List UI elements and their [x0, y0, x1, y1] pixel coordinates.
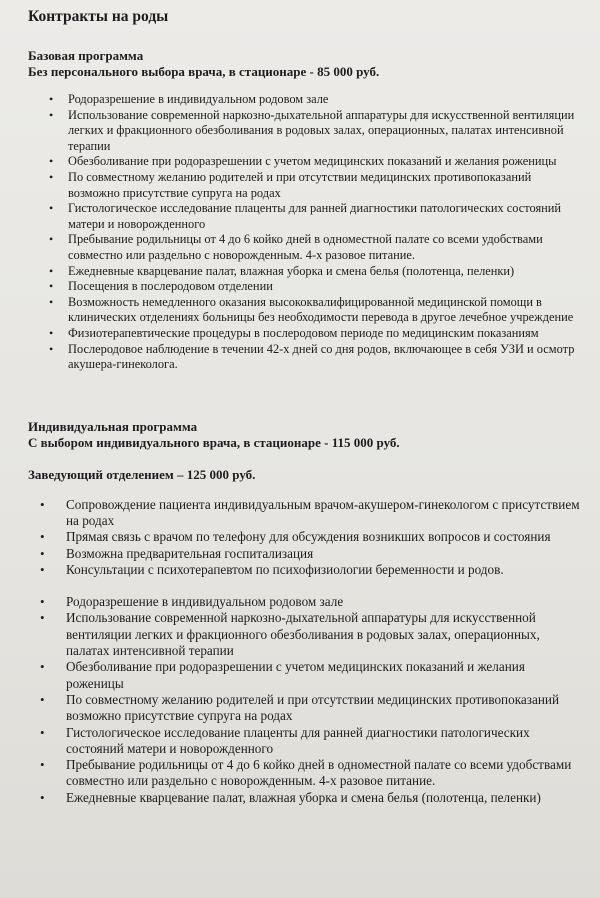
basic-program-section: [28, 48, 582, 373]
document-title: Контракты на роды: [28, 8, 169, 25]
individual-program-price: С выбором индивидуального врача, в стационаре - 115 000 руб.: [28, 434, 400, 450]
list-item: • Гистологическое исследование плаценты для ранней диагностики патологических состояний матери и новорожденного: [49, 201, 562, 231]
bullet-icon: •: [40, 545, 45, 561]
bullet-icon: •: [49, 294, 54, 309]
bullet-icon: •: [49, 201, 54, 216]
list-item: • Возможность немедленного оказания высококвалифицированной медицинской помощи в клинических отделениях больницы без необходимости перевода в другое лечебное учреждение: [49, 294, 574, 325]
list-item: • Пребывание родильницы от 4 до 6 койко дней в одноместной палате со всеми удобствами совместно или раздельно с новорожденным. 4-х разовое питание.: [49, 232, 543, 262]
bullet-icon: •: [40, 757, 45, 773]
list-item: • Физиотерапевтические процедуры в послеродовом периоде по медицинским показаниям: [49, 325, 539, 340]
bullet-icon: •: [40, 529, 45, 545]
bullet-icon: •: [49, 154, 54, 169]
bullet-icon: •: [40, 496, 45, 512]
bullet-icon: •: [40, 561, 45, 577]
list-item: • Использование современной наркозно-дыхательной аппаратуры для искусственной вентиляции легких и фракционного обезболивания в родовых залах, операционных, палатах интенсивной терапии: [40, 610, 540, 659]
individual-extras-list: [28, 497, 582, 578]
head-of-department-price: Заведующий отделением – 125 000 руб.: [28, 466, 256, 482]
basic-program-price: Без персонального выбора врача, в стационаре - 85 000 руб.: [28, 64, 380, 79]
bullet-icon: •: [49, 279, 54, 294]
basic-program-list: [28, 92, 582, 373]
list-item: • Обезболивание при родоразрешении с учетом медицинских показаний и желания роженицы: [49, 154, 557, 169]
bullet-icon: •: [40, 659, 45, 675]
bullet-icon: •: [40, 691, 45, 707]
list-item: • Консультации с психотерапевтом по психофизиологии беременности и родов.: [40, 561, 504, 577]
list-item: • По совместному желанию родителей и при отсутствии медицинских противопоказаний возможно присутствие супруга на родах: [40, 691, 560, 724]
bullet-icon: •: [40, 594, 45, 610]
bullet-icon: •: [49, 169, 54, 184]
individual-included-list: [28, 594, 582, 806]
list-item: • Сопровождение пациента индивидуальным врачом-акушером-гинекологом с присутствием на родах: [40, 496, 580, 528]
bullet-icon: •: [49, 92, 54, 106]
list-item: • По совместному желанию родителей и при отсутствии медицинских противопоказаний возможно присутствие супруга на родах: [49, 169, 532, 200]
bullet-icon: •: [49, 107, 54, 122]
list-item: • Послеродовое наблюдение в течении 42-х дней со дня родов, включающее в себя УЗИ и осмотр акушера-гинеколога.: [49, 341, 575, 372]
list-item: • Обезболивание при родоразрешении с учетом медицинских показаний и желания роженицы: [40, 659, 525, 691]
list-item: • Пребывание родильницы от 4 до 6 койко дней в одноместной палате со всеми удобствами совместно или раздельно с новорожденным. 4-х разовое питание.: [40, 757, 572, 789]
bullet-icon: •: [49, 325, 54, 340]
bullet-icon: •: [49, 341, 54, 356]
bullet-icon: •: [40, 724, 45, 740]
list-item: • Посещения в послеродовом отделении: [49, 279, 273, 294]
individual-program-section: [28, 419, 582, 806]
list-item: • Прямая связь с врачом по телефону для обсуждения возникших вопросов и состояния: [40, 529, 551, 545]
bullet-icon: •: [49, 232, 54, 247]
list-item: • Ежедневные кварцевание палат, влажная уборка и смена белья (полотенца, пеленки): [49, 263, 515, 278]
list-item: • Использование современной наркозно-дыхательной аппаратуры для искусственной вентиляции легких и фракционного обезболивания в родовых залах, операционных, палатах интенсивной терапии: [49, 107, 575, 153]
individual-program-heading: Индивидуальная программа: [28, 418, 198, 434]
bullet-icon: •: [49, 263, 54, 278]
bullet-icon: •: [40, 789, 45, 805]
list-item: • Родоразрешение в индивидуальном родовом зале: [40, 594, 344, 610]
list-item: • Возможна предварительная госпитализация: [40, 545, 314, 561]
basic-program-heading: Базовая программа: [28, 48, 144, 63]
list-item: • Гистологическое исследование плаценты для ранней диагностики патологических состояний матери и новорожденного: [40, 724, 530, 756]
list-item: • Родоразрешение в индивидуальном родовом зале: [49, 92, 329, 106]
list-item: • Ежедневные кварцевание палат, влажная уборка и смена белья (полотенца, пеленки): [40, 789, 541, 805]
bullet-icon: •: [40, 610, 45, 626]
